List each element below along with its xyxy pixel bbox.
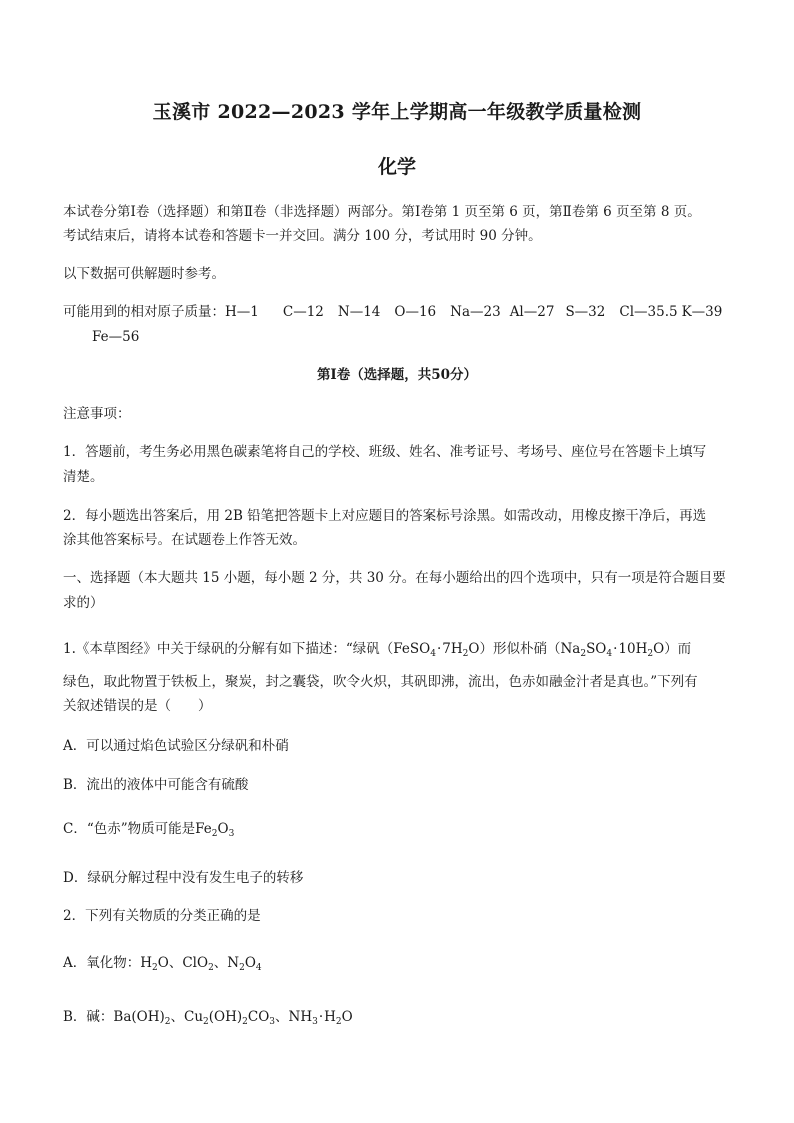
reference-note: 以下数据可供解题时参考。 — [63, 266, 225, 282]
mass-na: Na—23 — [450, 304, 501, 320]
part-instructions-line-1: 一、选择题（本大题共 15 小题，每小题 2 分，共 30 分。在每小题给出的四个选项中，只有一项是符合题目要 — [63, 570, 726, 586]
formula-n2o4: $N_2O_4$ — [227, 955, 262, 973]
q1-option-d: D．绿矾分解过程中没有发生电子的转移 — [63, 870, 304, 886]
exam-title: 玉溪市 2022—2023 学年上学期高一年级教学质量检测 — [152, 101, 642, 123]
note-2-line-2: 涂其他答案标号。在试题卷上作答无效。 — [63, 532, 306, 548]
intro-line-1: 本试卷分第Ⅰ卷（选择题）和第Ⅱ卷（非选择题）两部分。第Ⅰ卷第 1 页至第 6 页，第Ⅱ卷第 6 页至第 8 页。 — [63, 204, 701, 220]
formula-na2so4-10h2o: $Na_2SO_4\cdot 10H_2O$ — [560, 641, 665, 659]
formula-clo2: ClO$_2$ — [182, 955, 214, 973]
q1-line-3: 关叙述错误的是（ ） — [63, 698, 212, 714]
q1-line-2: 绿色，取此物置于铁板上，聚炭，封之囊袋，吹令火炽，其矾即沸，流出，色赤如融金汁者是真也。”下列有 — [63, 674, 698, 690]
q2-option-b: B．碱：$Ba(OH)_2$、$Cu_2(OH)_2CO_3$、$NH_3\cdot H_2O$ — [63, 1009, 353, 1027]
mass-fe: Fe—56 — [92, 329, 140, 345]
notes-title: 注意事项： — [63, 406, 131, 422]
q1-option-a: A．可以通过焰色试验区分绿矾和朴硝 — [63, 738, 289, 754]
q1-line-1: 1.《本草图经》中关于绿矾的分解有如下描述：“绿矾$(FeSO_4\cdot 7H_2O)$形似朴硝$(Na_2SO_4\cdot 10H_2O)$而 — [63, 641, 692, 659]
atomic-masses — [63, 303, 722, 321]
q1-option-c: C．“色赤”物质可能是$Fe_2O_3$ — [63, 821, 235, 839]
note-1-line-2: 清楚。 — [63, 469, 104, 485]
mass-cl: Cl—35.5 — [619, 304, 678, 320]
formula-h2o: $H_2O$ — [140, 955, 169, 973]
q2-stem: 2．下列有关物质的分类正确的是 — [63, 908, 261, 924]
part-instructions-line-2: 求的） — [63, 595, 104, 611]
formula-fe2o3: $Fe_2O_3$ — [195, 821, 235, 839]
note-2-line-1: 2．每小题选出答案后，用 2B 铅笔把答题卡上对应题目的答案标号涂黑。如需改动，用橡皮擦干净后，再选 — [63, 508, 707, 524]
mass-s: S—32 — [565, 304, 606, 320]
subject-title: 化学 — [377, 156, 416, 178]
mass-n: N—14 — [337, 304, 381, 320]
formula-feso4-7h2o: $FeSO_4\cdot 7H_2O$ — [393, 641, 480, 659]
formula-nh3-h2o: $NH_3\cdot H_2O$ — [288, 1009, 353, 1027]
mass-al: Al—27 — [509, 304, 555, 320]
formula-cu2-oh-2-co3: $Cu_2(OH)_2CO_3$ — [184, 1009, 276, 1027]
mass-h: H—1 — [225, 304, 259, 320]
q2-option-a: A．氧化物：$H_2O$、ClO$_2$、$N_2O_4$ — [63, 955, 262, 973]
intro-line-2: 考试结束后，请将本试卷和答题卡一并交回。满分 100 分，考试用时 90 分钟。 — [63, 228, 542, 244]
note-1-line-1: 1．答题前，考生务必用黑色碳素笔将自己的学校、班级、姓名、准考证号、考场号、座位号在答题卡上填写 — [63, 444, 707, 460]
mass-k: K—39 — [681, 304, 723, 320]
q1-option-b: B．流出的液体中可能含有硫酸 — [63, 777, 249, 793]
formula-ba-oh-2: $Ba(OH)_2$ — [113, 1009, 171, 1027]
mass-o: O—16 — [394, 304, 437, 320]
section-heading: 第Ⅰ卷（选择题，共50分） — [316, 367, 478, 383]
mass-c: C—12 — [282, 304, 324, 320]
atomic-masses-label: 可能用到的相对原子质量： — [63, 304, 225, 320]
